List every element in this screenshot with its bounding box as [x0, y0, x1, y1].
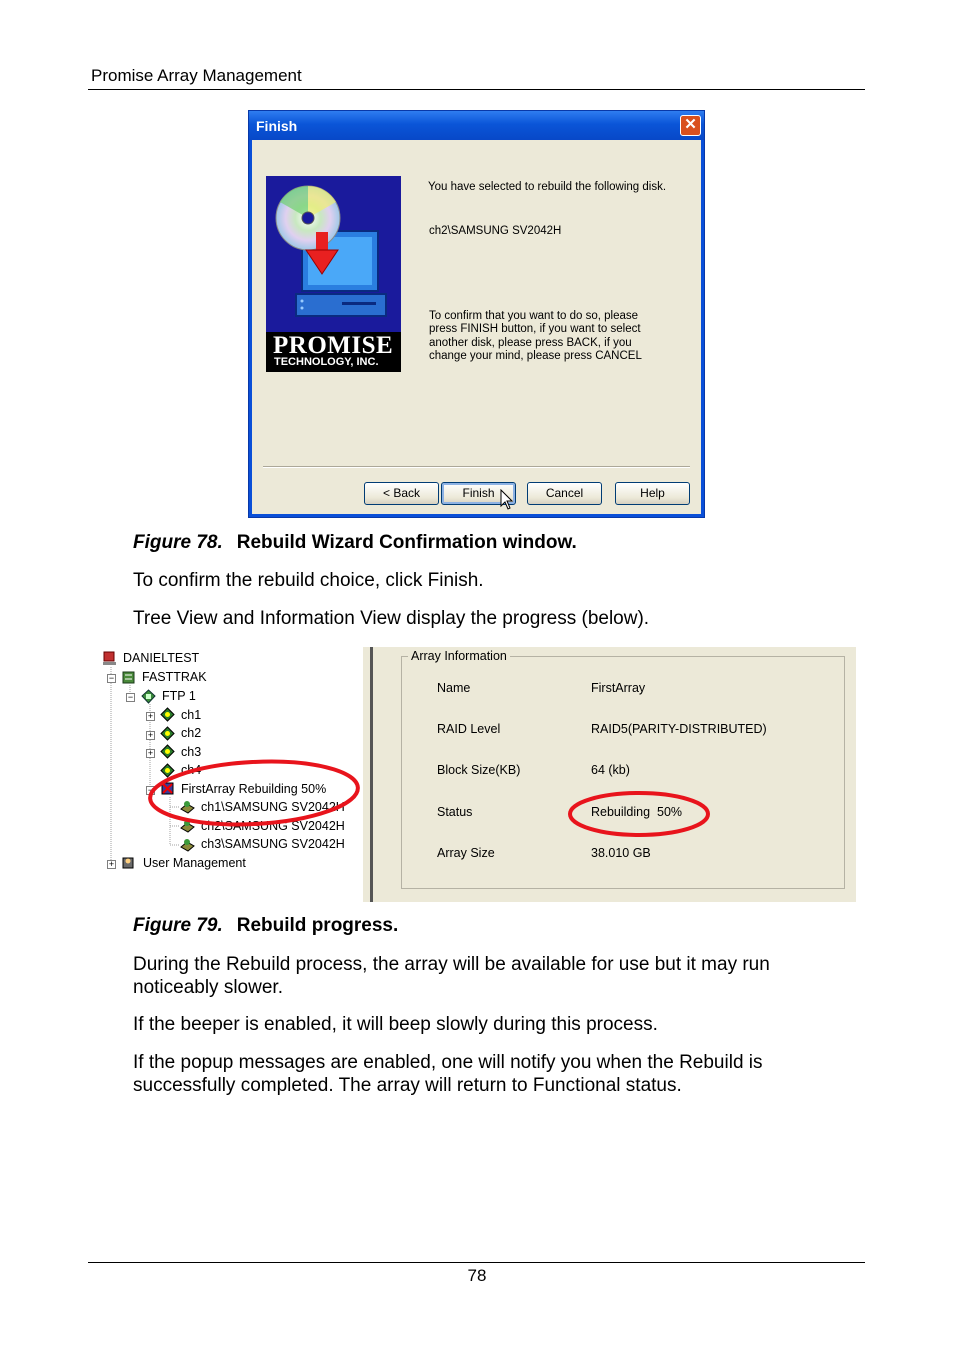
paragraph: If the popup messages are enabled, one will notify you when the Rebuild is successfully completed. The array will return to Functional status.: [133, 1052, 763, 1096]
cancel-button[interactable]: Cancel: [527, 482, 602, 505]
help-button[interactable]: Help: [615, 482, 690, 505]
group-title: Array Information: [408, 649, 510, 663]
instruction-line: press FINISH button, if you want to select: [429, 323, 641, 336]
promise-logo: [266, 332, 401, 372]
info-value-raid-level: RAID5(PARITY-DISTRIBUTED): [591, 722, 767, 736]
paragraph: To confirm the rebuild choice, click Finish.: [133, 570, 484, 591]
information-view: [377, 647, 856, 902]
confirm-instructions: [429, 310, 642, 364]
tree-item-firstarray[interactable]: FirstArray Rebuilding 50%: [181, 782, 327, 796]
cd-computer-icon: [266, 176, 401, 332]
button-separator: [263, 466, 690, 468]
expand-toggle[interactable]: +: [147, 730, 154, 740]
tree-item-ftp1[interactable]: FTP 1: [162, 689, 196, 703]
info-label-name: Name: [437, 681, 471, 695]
figure-78-caption: [133, 532, 577, 554]
info-label-array-size: Array Size: [437, 846, 495, 860]
instruction-line: To confirm that you want to do so, please: [429, 310, 639, 322]
finish-button[interactable]: Finish: [441, 482, 516, 505]
tree-item-ch3[interactable]: ch3: [181, 745, 202, 759]
info-value-block-size: 64 (kb): [591, 763, 630, 777]
promise-wizard-graphic: [266, 176, 401, 372]
dialog-title: Finish: [256, 118, 298, 134]
figure-number: Figure 79.: [133, 915, 223, 936]
page-number: 78: [467, 1266, 487, 1285]
controller-icon: [121, 670, 136, 685]
instruction-line: change your mind, please press CANCEL: [429, 350, 642, 363]
expand-toggle[interactable]: +: [108, 859, 115, 869]
paragraph: If the beeper is enabled, it will beep slowly during this process.: [133, 1014, 658, 1035]
paragraph: Tree View and Information View display the progress (below).: [133, 608, 650, 629]
info-value-name: FirstArray: [591, 681, 646, 695]
channel-icon: [160, 726, 175, 741]
tree-item-user-management[interactable]: User Management: [143, 856, 246, 870]
mouse-cursor-icon: [500, 489, 514, 511]
disk-icon: [180, 837, 195, 852]
dialog-message: You have selected to rebuild the following disk.: [428, 181, 667, 193]
user-management-icon: [121, 855, 136, 870]
figure-title: Rebuild progress.: [236, 915, 399, 936]
footer-rule: [88, 1262, 865, 1263]
channel-icon: [160, 707, 175, 722]
figure-title: Rebuild Wizard Confirmation window.: [236, 532, 577, 553]
computer-icon: [102, 651, 117, 666]
highlight-circle: [146, 757, 362, 839]
page-header: Promise Array Management: [91, 66, 302, 85]
back-button[interactable]: < Back: [364, 482, 439, 505]
tree-item-disk-ch1[interactable]: ch1\SAMSUNG SV2042H: [201, 800, 345, 814]
tree-item-fasttrak[interactable]: FASTTRAK: [142, 670, 207, 684]
tree-item-ch1[interactable]: ch1: [181, 708, 202, 722]
status-highlight-circle: [565, 789, 713, 841]
header-rule: [88, 89, 865, 90]
ftp-icon: [141, 689, 156, 704]
finish-dialog: [248, 110, 705, 518]
logo-text-main: PROMISE: [273, 332, 394, 359]
info-label-raid-level: RAID Level: [437, 722, 501, 736]
figure-number: Figure 78.: [133, 532, 223, 553]
instruction-line: another disk, please press BACK, if you: [429, 336, 632, 349]
collapse-toggle[interactable]: −: [108, 673, 115, 683]
collapse-toggle[interactable]: −: [127, 692, 134, 702]
paragraph: During the Rebuild process, the array will be available for use but it may run noticeably slower.: [133, 954, 770, 998]
info-value-array-size: 38.010 GB: [591, 846, 651, 860]
expand-toggle[interactable]: +: [147, 711, 154, 721]
logo-text-sub: TECHNOLOGY, INC.: [274, 356, 379, 368]
collapse-toggle[interactable]: −: [147, 785, 154, 795]
tree-item-ch4[interactable]: ch4: [181, 763, 202, 777]
close-button[interactable]: [680, 115, 701, 136]
close-icon: ✕: [684, 116, 697, 133]
expand-toggle[interactable]: +: [147, 748, 154, 758]
tree-item-danieltest[interactable]: DANIELTEST: [123, 651, 200, 665]
info-label-block-size: Block Size(KB): [437, 763, 521, 777]
tree-item-disk-ch3[interactable]: ch3\SAMSUNG SV2042H: [201, 837, 345, 851]
dialog-client-area: [252, 140, 701, 514]
tree-item-disk-ch2[interactable]: ch2\SAMSUNG SV2042H: [201, 819, 345, 833]
tree-view: [98, 647, 363, 902]
info-label-status: Status: [437, 805, 473, 819]
tree-item-ch2[interactable]: ch2: [181, 726, 202, 740]
figure-79-caption: [133, 915, 398, 937]
splitter-line: [370, 647, 373, 902]
info-value-status: Rebuilding 50%: [591, 805, 683, 819]
dialog-titlebar: [249, 111, 704, 140]
selected-disk: ch2\SAMSUNG SV2042H: [429, 225, 562, 237]
